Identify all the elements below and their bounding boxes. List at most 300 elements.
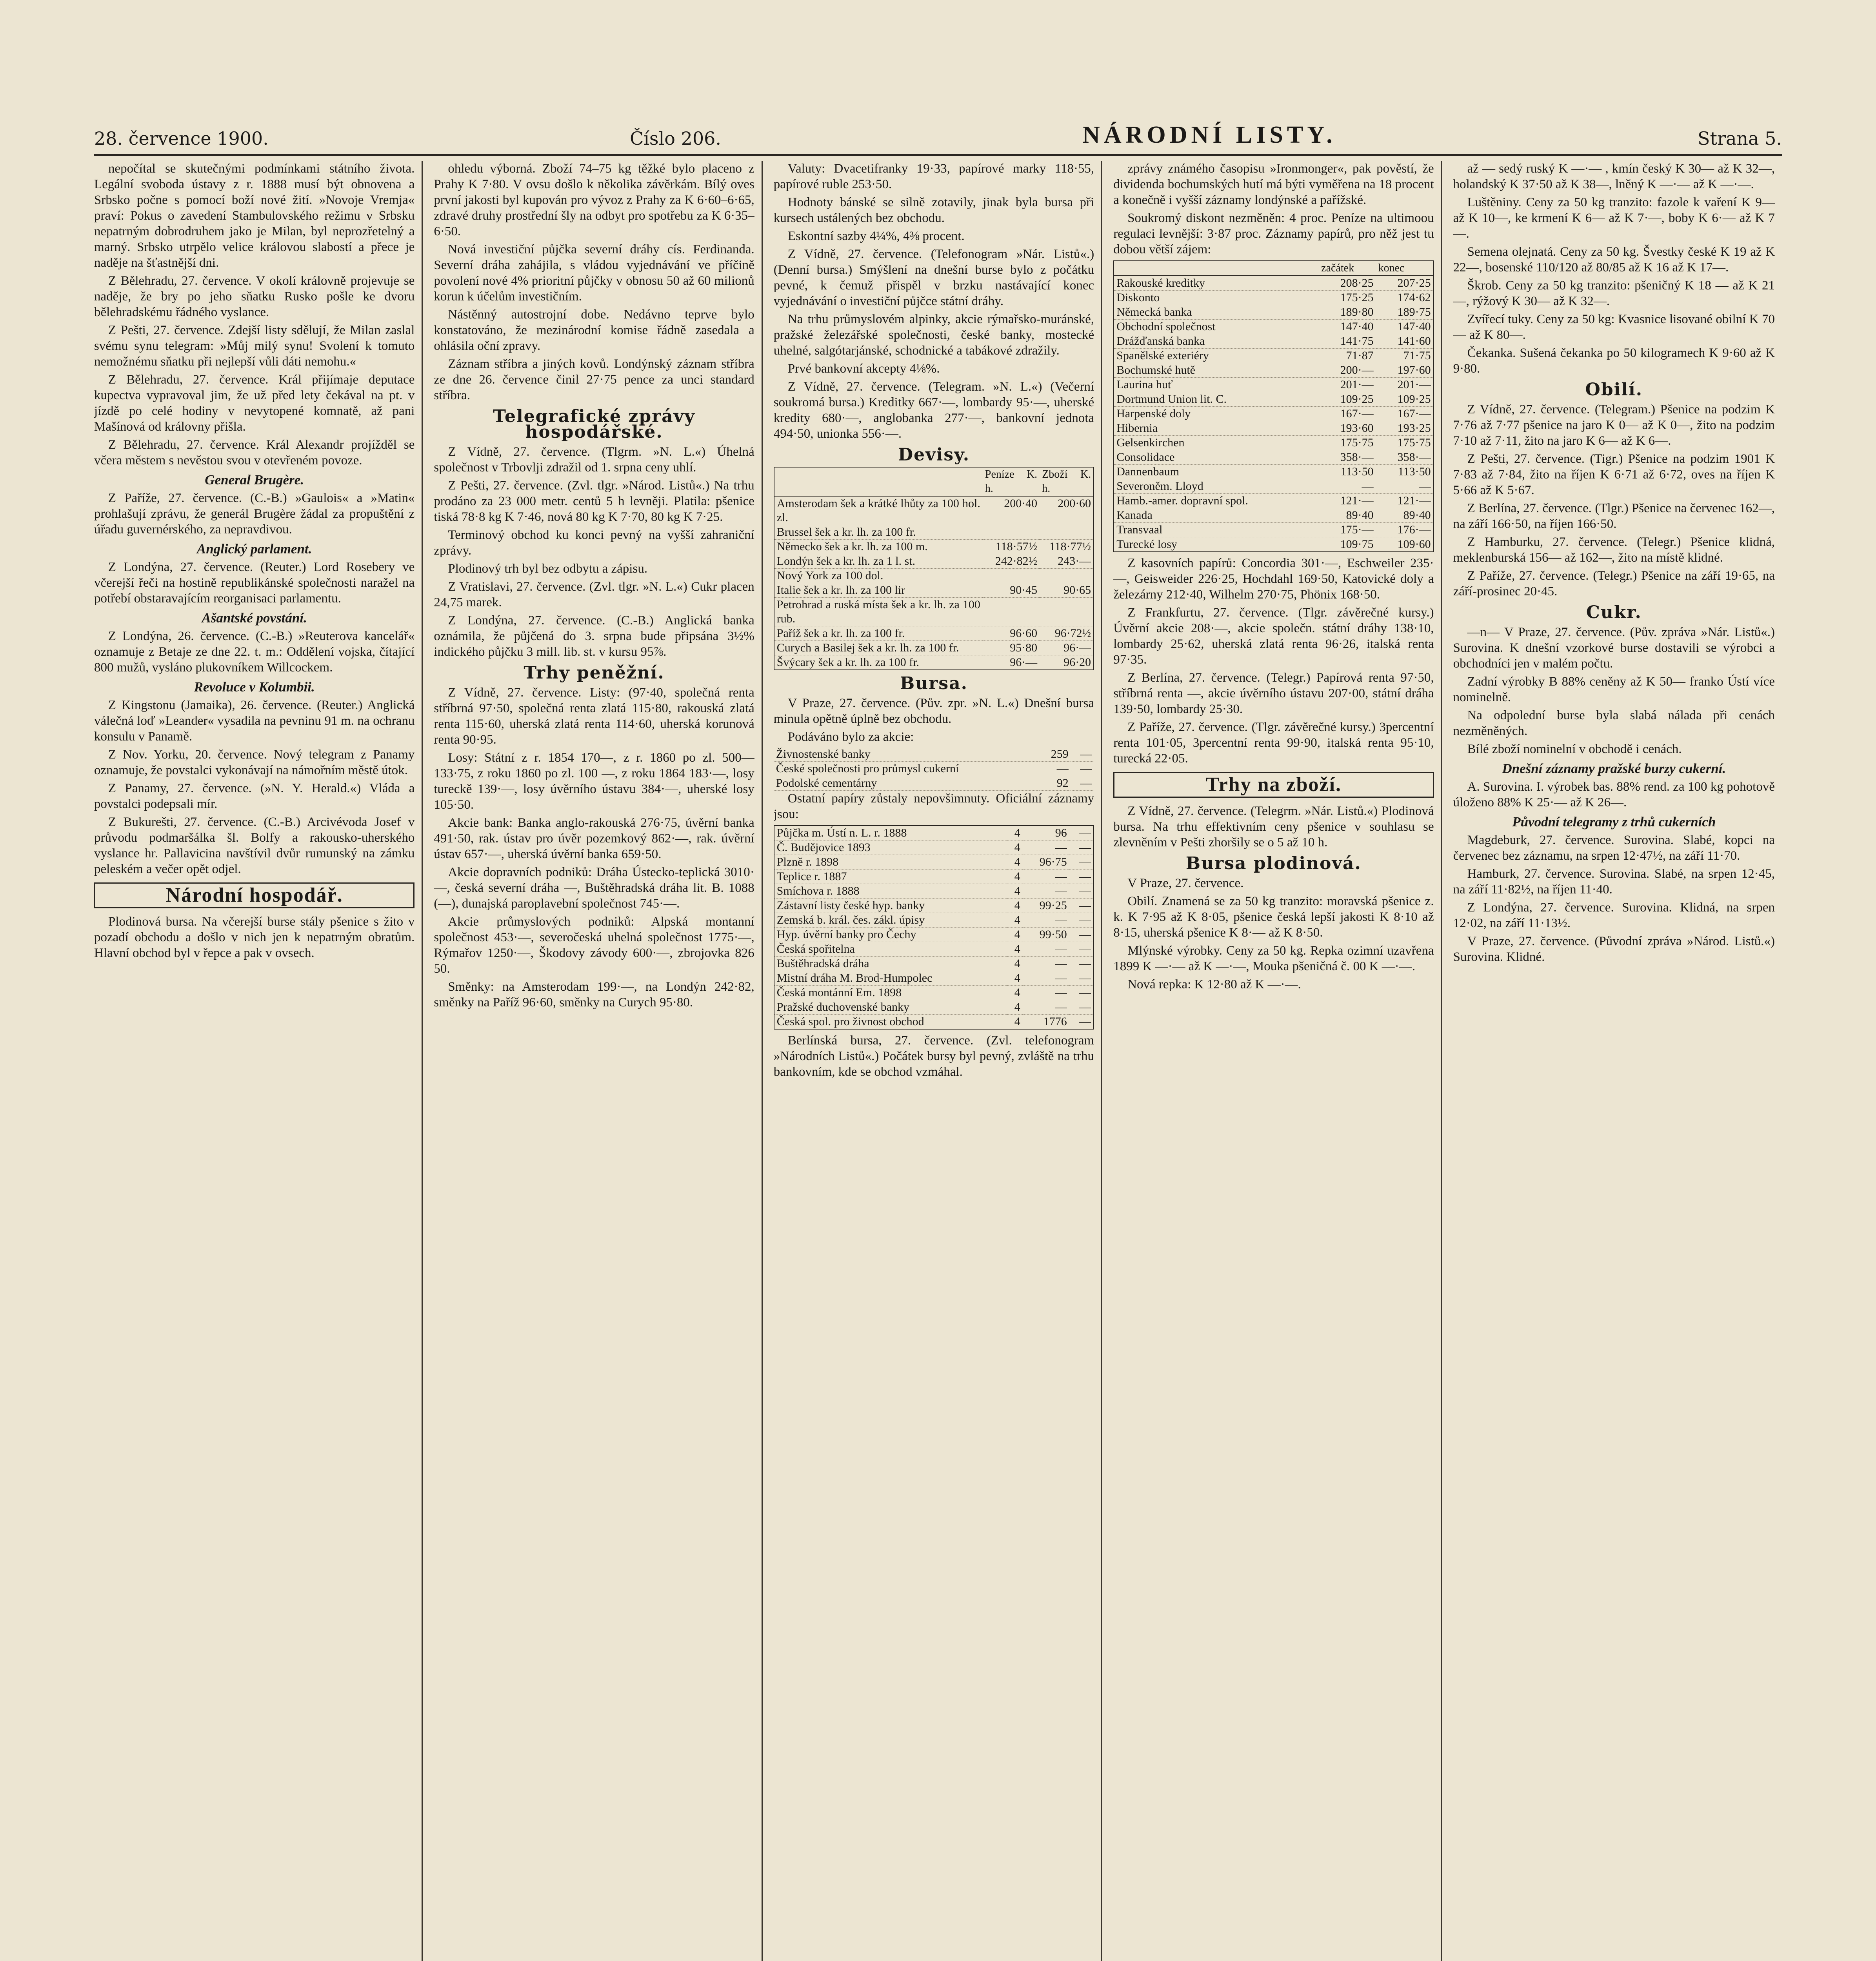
table-cell: Paříž šek a kr. lh. za 100 fr. (776, 627, 905, 640)
table-cell: 96·75 (1039, 855, 1067, 868)
table-cell: Italie šek a kr. lh. za 100 lir (776, 584, 905, 597)
article-paragraph: Nová investiční půjčka severní dráhy cís. Ferdinanda. Severní dráha zahájila, s vládou vyjednávání ve příčině povolení nové 4% prioritní půjčky v obnosu 50 až 60 milionů korun k účelům investičním. (434, 242, 754, 304)
table-cell: Česká spořitelna (776, 942, 855, 955)
article-paragraph: Plodinový trh byl bez odbytu a zápisu. (448, 562, 648, 576)
table-cell: 200·— (1340, 364, 1374, 377)
table-cell: 193·60 (1340, 422, 1374, 435)
section-title-box: Národní hospodář. (94, 882, 414, 908)
article-paragraph: Z Kingstonu (Jamaika), 26. července. (Reuter.) Anglická válečná loď »Leander« vysadila na pevninu 91 m. na ochranu konsulu v Panamě. (94, 698, 415, 744)
table-cell: 358·— (1340, 451, 1374, 464)
column-5 (1453, 161, 1782, 1961)
table-cell (983, 525, 1040, 540)
table-row (774, 762, 1094, 776)
article-paragraph: Terminový obchod ku konci pevný na vyšší zahraniční zprávy. (434, 528, 754, 558)
table-cell: — (1079, 826, 1091, 839)
section-heading: Revoluce v Kolumbii. (194, 679, 315, 695)
table-cell: Mistní dráha M. Brod-Humpolec (776, 971, 933, 984)
table-cell: Hyp. úvěrní banky pro Čechy (776, 928, 916, 941)
article-paragraph: Eskontní sazby 4¼%, 4⅜ procent. (787, 229, 965, 243)
article-paragraph: Z Vídně, 27. července. (Telegram.) Pšenice na podzim K 7·76 až 7·77 pšenice na jaro K 0— až K 0—, žito na podzim 7·10 až 7·11, žito na jaro K 6— až K 6—. (1453, 402, 1775, 448)
article-paragraph: Bílé zboží nominelní v obchodě i cenách. (1467, 742, 1682, 756)
table-row (1114, 450, 1433, 465)
article-paragraph: Berlínská bursa, 27. července. (Zvl. telefonogram »Národních Listů«.) Počátek bursy byl pevný, zvláště na trhu bankovním, kde se obchod vzmáhal. (773, 1033, 1094, 1079)
table-cell: 141·75 (1340, 335, 1374, 347)
table-cell: — (1055, 841, 1067, 854)
table-cell: 4 (1014, 928, 1020, 941)
table-cell: 189·75 (1397, 306, 1431, 318)
table-cell: 167·— (1397, 407, 1431, 420)
article-paragraph: Z Londýna, 26. července. (C.-B.) »Reuterova kancelář« oznamuje z Betaje ze dne 22. t. m.: Oddělení vojska, čítající 800 mužů, vysláno plukovníkem Willcockem. (94, 629, 415, 675)
table-cell: — (1080, 748, 1092, 760)
akcie-table (774, 747, 1094, 791)
table-cell: Dannenbaum (1116, 465, 1180, 478)
article-paragraph: Ostatní papíry zůstaly nepovšimnuty. Oficiální záznamy jsou: (773, 791, 1094, 821)
table-cell: Consolidace (1116, 451, 1175, 464)
article-paragraph: Losy: Státní z r. 1854 170—, z r. 1860 po zl. 500— 133·75, z roku 1860 po zl. 100 —, z roku 1864 183·—, losy tureckě 139·—, losy úvěrního ústavu 384·—, uherské losy 105·50. (434, 751, 754, 812)
table-cell: 175·75 (1340, 436, 1374, 449)
table-cell: 4 (1014, 913, 1020, 926)
table-header-cell: Zboží K. h. (1040, 467, 1094, 496)
article-paragraph: nepočítal se skutečnými podmínkami státního života. Legální svoboda ústavy z r. 1888 musí být obnovena a Srbsko počne s pomocí boží nové žití. »Novoje Vremja« praví: Pokus o zavedení Stambulovského režimu v Srbsku nepatrným dobrodruhem jako je Milan, byl neprozřetelný a marný. Srbsko utrpělo velice královou slabostí a přece je naděje na šťastnější dni. (94, 162, 415, 270)
article-paragraph: V Praze, 27. července. (Pův. zpr. »N. L.«) Dnešní bursa minula opětně úplně bez obchodu. (773, 696, 1094, 726)
table-cell: 92 (1056, 777, 1069, 789)
table-row (1114, 523, 1433, 537)
table-cell: 109·25 (1397, 393, 1431, 406)
table-cell: 96·72½ (1054, 627, 1091, 640)
header-rule (94, 154, 1782, 156)
masthead-title: NÁRODNÍ LISTY. (1082, 122, 1336, 148)
table-row (774, 971, 1094, 986)
table-cell: Nový York za 100 dol. (776, 569, 883, 582)
section-heading: Bursa plodinová. (1185, 853, 1362, 873)
article-paragraph: Akcie bank: Banka anglo-rakouská 276·75, úvěrní banka 491·50, rak. ústav pro úvěr pozemkový 862·—, rak. úvěrní ústav 657·—, uherská úvěrní banka 659·50. (434, 816, 754, 861)
article-paragraph: Z Bělehradu, 27. července. Král Alexandr projížděl se včera městem s nevěstou svou v otevřeném povoze. (94, 438, 415, 468)
table-cell: — (1079, 841, 1091, 854)
table-cell: — (1362, 480, 1374, 493)
table-row (774, 626, 1094, 641)
table-row (1114, 291, 1433, 305)
table-cell: 358·— (1397, 451, 1431, 464)
column-1 (94, 161, 423, 1961)
table-cell (1040, 598, 1094, 626)
table-cell: 99·25 (1039, 899, 1067, 912)
table-cell: 121·— (1340, 494, 1374, 507)
table-cell: 141·60 (1397, 335, 1431, 347)
table-cell: — (1079, 942, 1091, 955)
table-row (1114, 407, 1433, 421)
table-cell: 176·— (1397, 523, 1431, 536)
article-paragraph: Z Pešti, 27. července. (Zvl. tlgr. »Národ. Listů«.) Na trhu prodáno za 23 000 metr. centů 5 h levněji. Platila: pšenice tiská 78·8 kg K 7·46, nová 80 kg K 7·70, 80 kg K 7·25. (434, 478, 754, 524)
table-cell: Živnostenské banky (776, 748, 871, 760)
section-heading: Dnešní záznamy pražské burzy cukerní. (1502, 761, 1726, 776)
table-cell: 109·60 (1397, 538, 1431, 551)
article-paragraph: Zvířecí tuky. Ceny za 50 kg: Kvasnice lisované obilní K 70— až K 80—. (1453, 312, 1775, 342)
table-cell: — (1079, 913, 1091, 926)
table-cell: Obchodní společnost (1116, 320, 1216, 333)
table-cell: 113·50 (1398, 465, 1431, 478)
table-cell: — (1079, 855, 1091, 868)
article-paragraph: Nástěnný autostrojní dobe. Nedávno teprve bylo konstatováno, že mezinárodní komise řádně zasedala a ohlásila oční zpravy. (434, 307, 754, 353)
table-header-cell: začátek (1319, 261, 1376, 276)
table-cell: 4 (1014, 942, 1020, 955)
article-paragraph: zprávy známého časopisu »Ironmonger«, pak pověstí, že dividenda bochumských hutí má býti vyměřena na 18 procent a konečně i vyšší záznamy londýnské a pařížské. (1113, 162, 1434, 207)
table-cell: 96·— (1063, 641, 1091, 654)
table-cell: Spanělské exteriéry (1116, 349, 1209, 362)
section-heading: Cukr. (1586, 602, 1642, 622)
article-paragraph: Zadní výrobky B 88% ceněny až K 50— franko Ústí více nominelně. (1453, 675, 1775, 704)
table-cell: Turecké losy (1116, 538, 1177, 551)
article-paragraph: Mlýnské výrobky. Ceny za 50 kg. Repka ozimní uzavřena 1899 K —·— až K —·—, Mouka pšeničná č. 00 K —·—. (1113, 944, 1434, 973)
table-cell (1040, 569, 1094, 583)
table-row (774, 928, 1094, 942)
table-cell: 201·— (1397, 378, 1431, 391)
table-cell: — (1079, 986, 1091, 999)
devisy-table (774, 467, 1094, 670)
table-cell: 96 (1055, 826, 1067, 839)
article-paragraph: Z Frankfurtu, 27. července. (Tlgr. závěrečné kursy.) Úvěrní akcie 208·—, akcie společn. státní dráhy 138·10, lombardy 25·62, uherská zlatá renta 96·26, italská renta 97·35. (1113, 606, 1434, 667)
table-cell: 109·25 (1340, 393, 1374, 406)
table-cell: Bochumské hutě (1116, 364, 1195, 377)
table-row (774, 525, 1094, 540)
table-cell: 175·75 (1397, 436, 1431, 449)
table-cell: Česká montánní Em. 1898 (776, 986, 902, 999)
article-paragraph: V Praze, 27. července. (1127, 876, 1244, 890)
table-cell: Hibernia (1116, 422, 1158, 435)
table-cell: 109·75 (1340, 538, 1374, 551)
table-cell: 113·50 (1340, 465, 1374, 478)
table-cell: Zástavní listy české hyp. banky (776, 899, 925, 912)
table-cell: Rakouské kreditky (1116, 277, 1205, 289)
table-cell: — (1055, 986, 1067, 999)
article-paragraph: Z Vratislavi, 27. července. (Zvl. tlgr. »N. L.«) Cukr placen 24,75 marek. (434, 580, 754, 609)
table-cell (983, 598, 1040, 626)
table-cell (1040, 525, 1094, 540)
table-cell: 4 (1014, 899, 1020, 912)
table-cell: — (1055, 942, 1067, 955)
table-cell: Č. Budějovice 1893 (776, 841, 871, 854)
section-heading: Ašantské povstání. (202, 610, 307, 626)
table-header-cell (1114, 261, 1319, 276)
columns (94, 161, 1782, 1961)
table-row (774, 1015, 1094, 1030)
article-paragraph: Z Vídně, 27. července. (Telefonogram »Nár. Listů«.) (Denní bursa.) Smýšlení na dnešní burse bylo z počátku pevné, k čemuž přispěl v brzku nastávající konec vyjednávání o investiční půjčce státní dráhy. (773, 247, 1094, 308)
table-cell: Německá banka (1116, 306, 1192, 318)
table-row (774, 840, 1094, 855)
table-cell: — (1055, 971, 1067, 984)
table-row (1114, 378, 1433, 392)
table-cell: 89·40 (1403, 509, 1431, 522)
article-paragraph: až — sedý ruský K —·— , kmín český K 30— až K 32—, holandský K 37·50 až K 38—, lněný K —·— až K —·—. (1453, 162, 1775, 191)
table-cell: Zemská b. král. čes. zákl. úpisy (776, 913, 925, 926)
table-cell: 118·77½ (1049, 540, 1091, 553)
table-cell: Teplice r. 1887 (776, 870, 847, 883)
table-cell: 4 (1014, 986, 1020, 999)
table-cell: 4 (1014, 957, 1020, 970)
table-row (774, 1000, 1094, 1015)
table-cell: Německo šek a kr. lh. za 100 m. (776, 540, 928, 553)
section-heading: Anglický parlament. (196, 541, 312, 557)
table-cell: Česká spol. pro živnost obchod (776, 1015, 924, 1028)
table-cell: — (1419, 480, 1431, 493)
table-cell: 200·60 (1058, 497, 1091, 510)
section-heading: Trhy peněžní. (524, 663, 665, 683)
table-cell (983, 569, 1040, 583)
table-cell: 90·45 (1010, 584, 1038, 597)
article-paragraph: Z Vídně, 27. července. Listy: (97·40, společná renta stříbrná 97·50, společná renta zlatá 115·80, rakouská zlatá renta 115·60, uherská zlatá renta 114·60, uherská korunová renta 90·95. (434, 686, 754, 747)
berlin-table-body (1114, 276, 1433, 552)
table-cell: 96·60 (1010, 627, 1038, 640)
page-number: Strana 5. (1698, 128, 1782, 149)
table-cell: 243·— (1058, 555, 1091, 568)
table-cell: Smíchova r. 1888 (776, 884, 860, 897)
article-paragraph: Z Berlína, 27. července. (Telegr.) Papírová renta 97·50, stříbrná renta —, akcie úvěrního ústavu 207·00, státní dráha 139·50, lombardy 25·30. (1113, 671, 1434, 716)
table-cell: 189·80 (1340, 306, 1374, 318)
article-paragraph: Magdeburk, 27. července. Surovina. Slabé, kopci na červenec bez záznamu, na srpen 12·47½, na září 11·70. (1453, 833, 1775, 863)
article-paragraph: Z Pešti, 27. července. Zdejší listy sdělují, že Milan zaslal svému synu telegram: »Můj milý synu! Svolení k tomuto nemožnému sňatku při nejlepší vůli dáti nemohu.« (94, 323, 415, 369)
table-row (774, 655, 1094, 670)
table-cell: — (1056, 762, 1069, 775)
table-row (774, 496, 1094, 525)
table-cell: 4 (1014, 870, 1020, 883)
table-cell: — (1080, 762, 1092, 775)
table-cell: 259 (1051, 748, 1069, 760)
table-cell: Transvaal (1116, 523, 1163, 536)
table-cell: — (1079, 1015, 1091, 1028)
table-row (1114, 363, 1433, 378)
table-cell: 118·57½ (995, 540, 1038, 553)
table-cell: 174·62 (1397, 291, 1431, 304)
berlin-quotes-table (1113, 260, 1434, 552)
devisy-table-body (774, 496, 1094, 670)
table-row (1114, 305, 1433, 320)
table-row (774, 598, 1094, 626)
table-cell: — (1079, 1001, 1091, 1013)
article-paragraph: A. Surovina. I. výrobek bas. 88% rend. za 100 kg pohotově úloženo 88% K 25·— až K 26—. (1453, 780, 1775, 810)
article-paragraph: Hamburk, 27. července. Surovina. Slabé, na srpen 12·45, na září 11·82½, na říjen 11·40. (1453, 867, 1775, 897)
table-cell: 71·87 (1346, 349, 1374, 362)
column-2 (434, 161, 762, 1961)
table-cell: 121·— (1397, 494, 1431, 507)
table-row (774, 569, 1094, 583)
article-paragraph: Z Paříže, 27. července. (C.-B.) »Gaulois« a »Matin« prohlašují zprávu, že generál Brugère žádal za propuštění z úřadu guvernérského, za nepravdivou. (94, 491, 415, 537)
article-paragraph: Soukromý diskont nezměněn: 4 proc. Peníze na ultimoou regulaci levnější: 3·87 proc. Záznamy papírů, pro něž jest tu dobou větší zájem: (1113, 211, 1434, 256)
table-cell: 242·82½ (995, 555, 1038, 568)
table-row (1114, 334, 1433, 349)
table-cell: Gelsenkirchen (1116, 436, 1185, 449)
article-paragraph: Škrob. Ceny za 50 kg tranzito: pšeničný K 18 — až K 21—, rýžový K 30— až K 32—. (1453, 278, 1775, 308)
table-cell: — (1079, 884, 1091, 897)
table-row (1114, 508, 1433, 523)
table-cell: Půjčka m. Ústí n. L. r. 1888 (776, 826, 907, 839)
table-header-cell: Peníze K. h. (983, 467, 1040, 496)
table-cell: 4 (1014, 971, 1020, 984)
article-paragraph: Z Bělehradu, 27. července. V okolí královně projevuje se naděje, že bry po jeho sňatku Rusko pošle ke dvoru bělehradskému řádného vyslance. (94, 274, 415, 319)
table-cell: 207·25 (1397, 277, 1431, 289)
article-paragraph: Z Vídně, 27. července. (Telegram. »N. L.«) (Večerní soukromá bursa.) Kreditky 667·—, lombardy 95·—, uherské kredity 680·—, anglobanka 277·—, bankovní jednota 494·50, unionka 556·—. (773, 380, 1094, 441)
table-row (774, 540, 1094, 554)
table-cell: Buštěhradská dráha (776, 957, 869, 970)
table-cell: 4 (1014, 841, 1020, 854)
table-row (774, 957, 1094, 971)
table-cell: — (1055, 957, 1067, 970)
article-paragraph: Z Hamburku, 27. července. (Telegr.) Pšenice klidná, meklenburská 156— až 162—, žito na místě klidné. (1453, 535, 1775, 565)
table-cell: Kanada (1116, 509, 1153, 522)
table-cell: Diskonto (1116, 291, 1160, 304)
table-cell: Podolské cementárny (776, 777, 877, 789)
table-cell: 4 (1014, 826, 1020, 839)
table-cell: Londýn šek a kr. lh. za 1 l. st. (776, 555, 916, 568)
article-paragraph: Z Panamy, 27. července. (»N. Y. Herald.«) Vláda a povstalci podepsali mír. (94, 781, 415, 811)
table-cell: Harpenské doly (1116, 407, 1191, 420)
table-cell: Petrohrad a ruská místa šek a kr. lh. za 100 rub. (776, 598, 980, 625)
table-cell: České společnosti pro průmysl cukerní (776, 762, 959, 775)
table-cell: 4 (1014, 1001, 1020, 1013)
page-header (94, 114, 1782, 149)
table-cell: Plzně r. 1898 (776, 855, 839, 868)
table-row (1114, 320, 1433, 334)
table-header-row (1114, 261, 1433, 276)
table-cell: Drážďanská banka (1116, 335, 1205, 347)
table-cell: 4 (1014, 884, 1020, 897)
table-cell: 95·80 (1010, 641, 1038, 654)
table-cell: Amsterodam šek a krátké lhůty za 100 hol. zl. (776, 497, 980, 524)
article-paragraph: Podáváno bylo za akcie: (787, 730, 914, 744)
table-cell: 200·40 (1004, 497, 1038, 510)
section-heading: Bursa. (900, 673, 968, 693)
article-paragraph: Čekanka. Sušená čekanka po 50 kilogramech K 9·60 až K 9·80. (1453, 346, 1775, 376)
table-row (1114, 436, 1433, 450)
table-cell: — (1055, 884, 1067, 897)
column-4 (1113, 161, 1442, 1961)
table-cell: 89·40 (1346, 509, 1374, 522)
table-cell: 147·40 (1340, 320, 1374, 333)
table-cell: 99·50 (1039, 928, 1067, 941)
table-row (774, 899, 1094, 913)
table-cell: 208·25 (1340, 277, 1374, 289)
article-paragraph: Semena olejnatá. Ceny za 50 kg. Švestky české K 19 až K 22—, bosenské 110/120 až 80/85 až K 16 až K 17—. (1453, 245, 1775, 275)
section-heading: General Brugère. (205, 472, 304, 488)
article-paragraph: Z Paříže, 27. července. (Telegr.) Pšenice na září 19·65, na září-prosinec 20·45. (1453, 569, 1775, 598)
zaznamy-table (774, 825, 1094, 1030)
table-row (1114, 349, 1433, 363)
section-title-box: Trhy na zboží. (1113, 772, 1434, 798)
table-cell: — (1055, 870, 1067, 883)
article-paragraph: Z Pešti, 27. července. (Tigr.) Pšenice na podzim 1901 K 7·83 až 7·84, žito na říjen K 6·71 až 6·72, oves na říjen K 5·66 až K 5·67. (1453, 452, 1775, 497)
table-cell: Laurina huť (1116, 378, 1173, 391)
article-paragraph: ohledu výborná. Zboží 74–75 kg těžké bylo placeno z Prahy K 7·80. V ovsu došlo k několika závěrkám. Bílý oves první jakosti byl kupován pro vývoz z Prahy za K 6·60–6·65, zdravé druhy prostřední šly na odbyt pro spotřebu za K 6·35–6·50. (434, 162, 754, 238)
table-cell: Brussel šek a kr. lh. za 100 fr. (776, 526, 916, 538)
table-cell: Pražské duchovenské banky (776, 1001, 910, 1013)
table-cell: Severoněm. Lloyd (1116, 480, 1203, 493)
table-cell: Curych a Basilej šek a kr. lh. za 100 fr. (776, 641, 959, 654)
table-row (774, 826, 1094, 840)
table-cell: 90·65 (1063, 584, 1091, 597)
table-row (774, 870, 1094, 884)
table-cell: — (1055, 913, 1067, 926)
table-cell: 197·60 (1397, 364, 1431, 377)
column-3 (774, 161, 1102, 1961)
article-paragraph: Na odpolední burse byla slabá nálada při cenách nezměněných. (1453, 708, 1775, 738)
table-cell: 4 (1014, 855, 1020, 868)
article-paragraph: Akcie průmyslových podniků: Alpská montanní společnost 453·—, severočeská uhelná společnost 1775·—, Rýmařov 1250·—, Škodovy závody 600·—, zbrojovka 826 50. (434, 915, 754, 976)
table-cell: 175·25 (1340, 291, 1374, 304)
table-cell: — (1079, 971, 1091, 984)
article-paragraph: Valuty: Dvacetifranky 19·33, papírové marky 118·55, papírové ruble 253·50. (773, 162, 1094, 191)
article-paragraph: Z Paříže, 27. července. (Tlgr. závěrečné kursy.) 3percentní renta 101·05, 3percentní renta 99·90, italská renta 95·10, turecká 22·05. (1113, 720, 1434, 766)
article-paragraph: Na trhu průmyslovém alpinky, akcie rýmařsko-muránské, pražské železářské společnosti, české banky, mostecké uhelné, salgótarjánské, schodnické a tabákové zdražily. (773, 312, 1094, 358)
table-row (774, 583, 1094, 598)
table-cell: 175·— (1340, 523, 1374, 536)
article-paragraph: V Praze, 27. července. (Původní zpráva »Národ. Listů.«) Surovina. Klidné. (1453, 934, 1775, 964)
article-paragraph: Z Berlína, 27. července. (Tlgr.) Pšenice na červenec 162—, na září 166·50, na říjen 166·50. (1453, 501, 1775, 531)
table-row (1114, 537, 1433, 552)
table-cell: 71·75 (1403, 349, 1431, 362)
table-cell: Dortmund Union lit. C. (1116, 393, 1227, 406)
table-cell: — (1079, 899, 1091, 912)
table-cell: 96·— (1010, 656, 1038, 669)
article-paragraph: Hodnoty bánské se silně zotavily, jinak byla bursa při kursech ustálených bez obchodu. (773, 195, 1094, 225)
article-paragraph: Z Londýna, 27. července. Surovina. Klidná, na srpen 12·02, na září 11·13½. (1453, 900, 1775, 930)
table-cell: 167·— (1340, 407, 1374, 420)
table-cell: 96·20 (1063, 656, 1091, 669)
table-row (1114, 276, 1433, 291)
table-row (774, 884, 1094, 899)
issue-date: 28. července 1900. (94, 128, 269, 149)
table-cell: 4 (1014, 1015, 1020, 1028)
table-header-cell: konec (1376, 261, 1434, 276)
article-paragraph: Akcie dopravních podniků: Dráha Ústecko-teplická 3010·—, česká severní dráha —, Buštěhradská dráha lit. B. 1088 (—), dunajská paroplavební společnost 745·—. (434, 865, 754, 911)
table-row (774, 776, 1094, 791)
table-cell: 193·25 (1397, 422, 1431, 435)
article-paragraph: Luštěniny. Ceny za 50 kg tranzito: fazole k vaření K 9— až K 10—, ke krmení K 6— až K 7·—, boby K 6·— až K 7—. (1453, 195, 1775, 241)
table-row (1114, 479, 1433, 494)
table-cell: — (1079, 928, 1091, 941)
table-cell: — (1079, 957, 1091, 970)
article-paragraph: Záznam stříbra a jiných kovů. Londýnský záznam stříbra ze dne 26. července činil 27·75 pence za unci standard stříbra. (434, 357, 754, 402)
article-paragraph: Směnky: na Amsterodam 199·—, na Londýn 242·82, směnky na Paříž 96·60, směnky na Curych 95·80. (434, 980, 754, 1010)
article-paragraph: Z Vídně, 27. července. (Telegrm. »Nár. Listů.«) Plodinová bursa. Na trhu effektivním ceny pšenice v souhlasu se zlevněním v Pešti zhoršily se o 5 až 10 h. (1113, 804, 1434, 850)
zaznamy-table-body (774, 826, 1094, 1029)
table-cell: Hamb.-amer. dopravní spol. (1116, 494, 1248, 507)
table-cell: — (1080, 777, 1092, 789)
table-row (774, 986, 1094, 1000)
akcie-table-body (774, 747, 1094, 791)
article-paragraph: Z Londýna, 27. července. (C.-B.) Anglická banka oznámila, že půjčená do 3. srpna bude připsána 3½% indického půjčku 3 mill. lib. st. v kursu 95⅞. (434, 613, 754, 659)
article-paragraph: Z Bukurešti, 27. července. (C.-B.) Arcivévoda Josef v průvodu podmaršálka šl. Bolfy a rakousko-uherského vyslance hr. Pallavicina navštívil dvůr rumunský na zámku peleském a večer opět odjel. (94, 815, 415, 876)
section-heading: Devisy. (898, 445, 970, 465)
table-row (774, 554, 1094, 569)
table-row (774, 913, 1094, 928)
article-paragraph: Z Bělehradu, 27. července. Král přijímaje deputace kupectva vypravoval jim, že už před lety čekával na pt. v jízdě po celé hodiny v nevytopené komnatě, až pani Mašínová od královny přišla. (94, 373, 415, 434)
table-cell: — (1055, 1001, 1067, 1013)
table-row (1114, 494, 1433, 508)
table-row (774, 747, 1094, 762)
article-paragraph: Nová repka: K 12·80 až K —·—. (1127, 977, 1301, 991)
table-row (774, 942, 1094, 957)
table-row (1114, 465, 1433, 479)
article-paragraph: Z Vídně, 27. července. (Tlgrm. »N. L.«) Úhelná společnost v Trbovlji zdražil od 1. srpna ceny uhlí. (434, 445, 754, 475)
table-row (774, 641, 1094, 655)
table-row (1114, 421, 1433, 436)
article-paragraph: Obilí. Znamená se za 50 kg tranzito: moravská pšenice z. k. K 7·95 až K 8·05, pšenice česká lepší jakosti K 8·10 až 8·15, uherská pšenice K 8·— až K 8·50. (1113, 894, 1434, 940)
section-heading: Telegrafické zprávy hospodářské. (493, 406, 695, 442)
table-cell: 201·— (1340, 378, 1374, 391)
article-paragraph: Plodinová bursa. Na včerejší burse stály pšenice s žito v pozadí obchodu a došlo v nich jen k nepatrným obratům. Hlavní obchod byl v řepce a pak v ovsech. (94, 915, 415, 960)
table-row (1114, 392, 1433, 407)
table-cell: 147·40 (1397, 320, 1431, 333)
section-heading: Obilí. (1585, 380, 1643, 400)
table-cell: Švýcary šek a kr. lh. za 100 fr. (776, 656, 920, 669)
